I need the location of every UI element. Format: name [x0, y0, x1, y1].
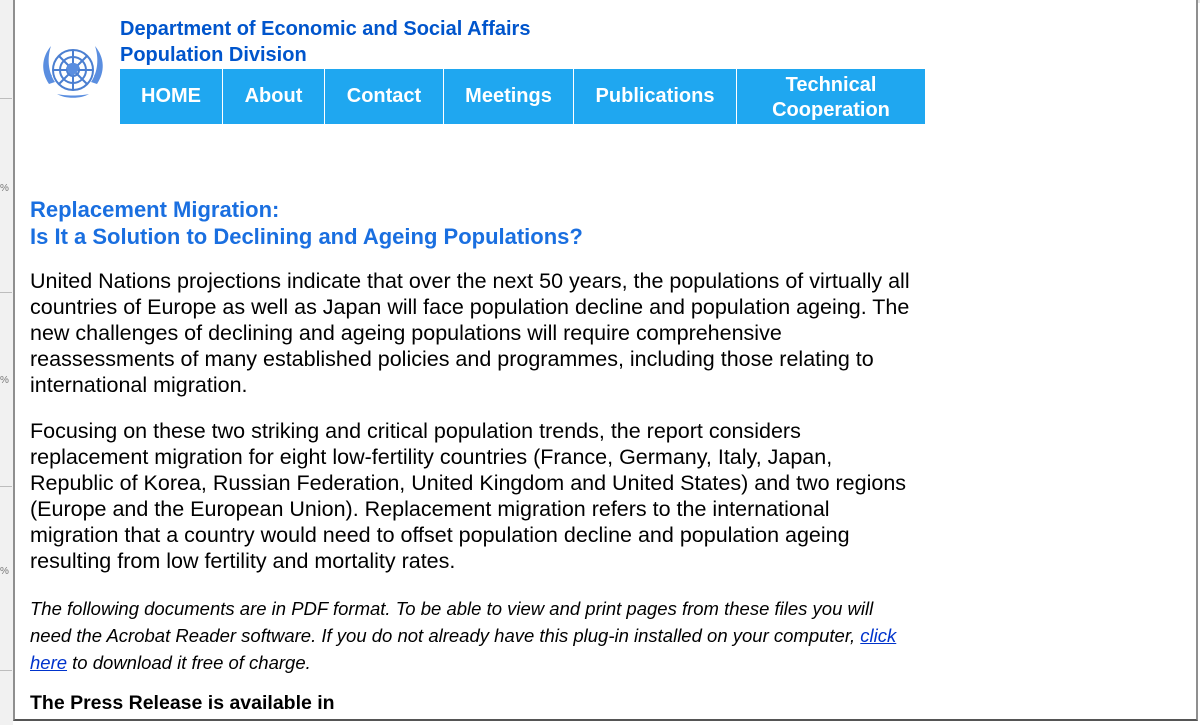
page-title-line2: Is It a Solution to Declining and Ageing Populations?: [30, 224, 583, 249]
nav-home[interactable]: HOME: [120, 69, 223, 124]
gutter-label: %: [0, 183, 9, 194]
nav-about[interactable]: About: [223, 69, 325, 124]
focus-paragraph: Focusing on these two striking and critical population trends, the report considers replacement migration for eight low-fertility countries (France, Germany, Italy, Japan, Republic of Korea, Russian Federation, United Kingdom and United States) and two regions (Europe and the European Union). Replacement migration refers to the international migration that a country would need to offset population decline and population ageing resulting from low fertility and mortality rates.: [30, 419, 907, 573]
gutter-label: %: [0, 375, 9, 386]
page-title: [30, 196, 583, 250]
nav-meetings[interactable]: Meetings: [444, 69, 574, 124]
nav-publications[interactable]: Publications: [574, 69, 737, 124]
nav-contact[interactable]: Contact: [325, 69, 444, 124]
nav-technical-line2: Cooperation: [772, 98, 890, 121]
intro-paragraph: United Nations projections indicate that over the next 50 years, the populations of virtually all countries of Europe as well as Japan will face population decline and population ageing. The new challenges of declining and ageing populations will require comprehensive reassessments of many established policies and programmes, including those relating to international migration.: [30, 269, 910, 397]
pdf-note-text: The following documents are in PDF format. To be able to view and print pages from these files you will need the Acrobat Reader software. If you do not already have this plug-in installed on your computer,: [30, 598, 874, 646]
gutter-tick: [0, 670, 12, 671]
gutter-label: %: [0, 566, 9, 577]
pdf-note: [30, 595, 910, 676]
un-emblem-icon[interactable]: [39, 36, 107, 104]
download-reader-link[interactable]: click here: [30, 625, 897, 673]
main-nav: [120, 69, 925, 124]
pdf-note-suffix: to download it free of charge.: [72, 652, 311, 673]
press-release-heading: The Press Release is available in: [30, 692, 335, 714]
gutter-tick: [0, 292, 12, 293]
nav-technical-cooperation[interactable]: [737, 69, 925, 124]
org-heading: [120, 16, 530, 68]
nav-technical-line1: Technical: [785, 73, 877, 96]
page-frame: [13, 0, 1198, 721]
background-gutter: [0, 0, 13, 725]
org-department: Department of Economic and Social Affairs: [120, 18, 531, 40]
gutter-tick: [0, 98, 12, 99]
page-title-line1: Replacement Migration:: [30, 197, 280, 222]
gutter-tick: [0, 486, 12, 487]
org-division: Population Division: [120, 44, 307, 66]
